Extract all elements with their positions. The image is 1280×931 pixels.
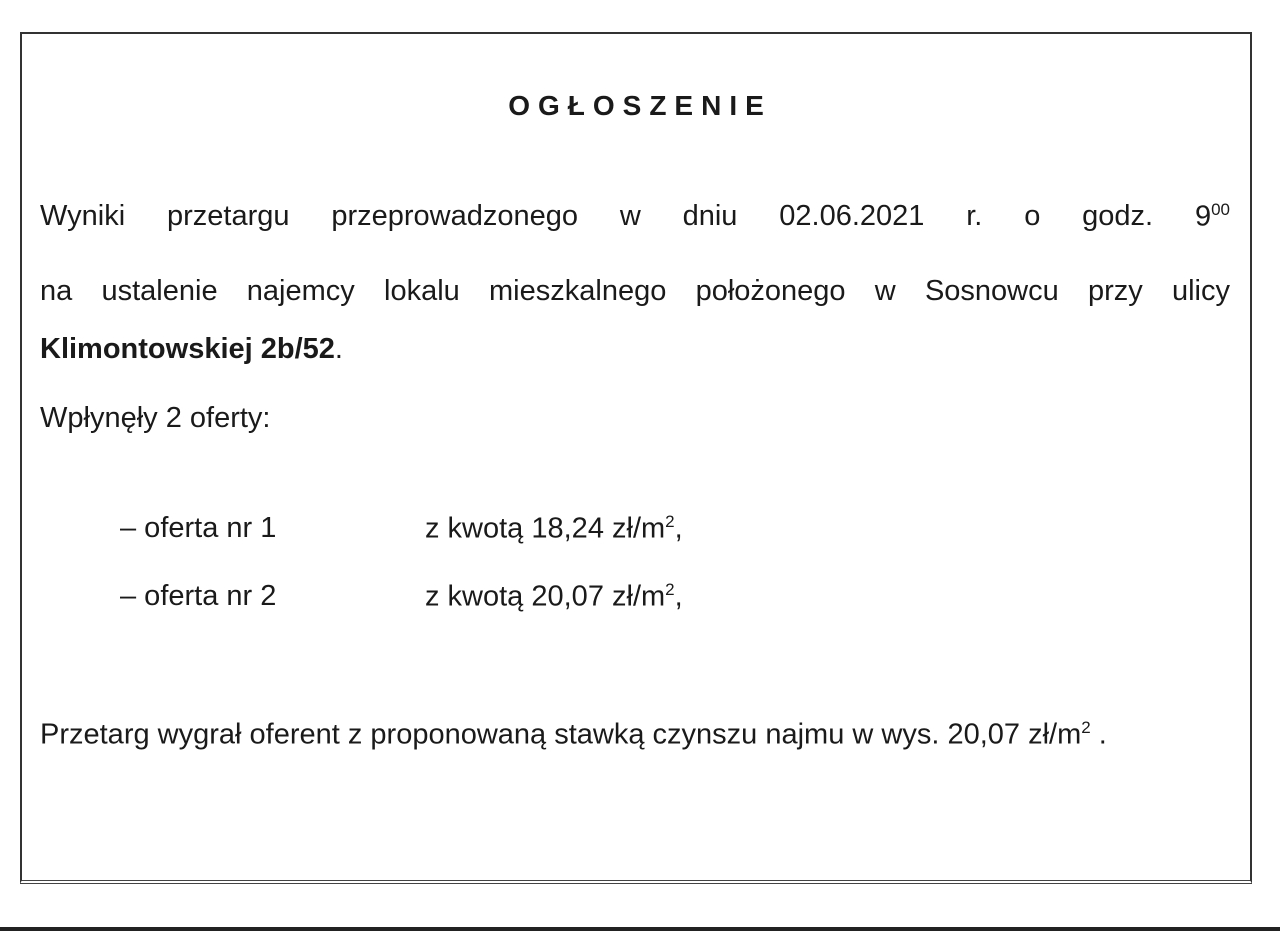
superscript: 2 bbox=[665, 580, 675, 599]
word: lokalu bbox=[384, 275, 460, 307]
word: przeprowadzonego bbox=[331, 200, 578, 232]
word: Sosnowcu bbox=[924, 275, 1059, 307]
offer-2-amount bbox=[425, 580, 683, 614]
page-edge-line bbox=[0, 927, 1280, 931]
paragraph-line-3 bbox=[40, 333, 343, 366]
hour: 9 bbox=[1194, 200, 1212, 233]
word: położonego bbox=[695, 275, 846, 307]
word: najemcy bbox=[246, 275, 355, 307]
amount-text: z kwotą 18,24 zł/m bbox=[425, 512, 666, 545]
amount-text: z kwotą 20,07 zł/m bbox=[425, 580, 666, 613]
word: o bbox=[1024, 200, 1041, 232]
word: Wyniki bbox=[40, 200, 126, 232]
paragraph-line-1 bbox=[40, 200, 1230, 234]
result-statement bbox=[40, 718, 1107, 752]
offer-1-label: – oferta nr 1 bbox=[120, 512, 277, 544]
paragraph-line-2 bbox=[40, 275, 1230, 308]
period: . bbox=[334, 333, 343, 365]
word: dniu bbox=[682, 200, 738, 232]
period: . bbox=[1090, 718, 1107, 751]
minutes: 00 bbox=[1211, 200, 1230, 219]
date: 02.06.2021 bbox=[779, 200, 925, 232]
offers-intro: Wpłynęły 2 oferty: bbox=[40, 402, 271, 434]
offer-2-label: – oferta nr 2 bbox=[120, 580, 277, 612]
word: r. bbox=[966, 200, 983, 232]
word: w bbox=[874, 275, 896, 307]
comma: , bbox=[674, 580, 683, 613]
word: godz. bbox=[1082, 200, 1154, 232]
offer-1-amount bbox=[425, 512, 683, 546]
word: ulicy bbox=[1171, 275, 1230, 307]
time bbox=[1195, 200, 1230, 234]
word: przy bbox=[1087, 275, 1143, 307]
comma: , bbox=[674, 512, 683, 545]
word: ustalenie bbox=[101, 275, 218, 307]
word: mieszkalnego bbox=[489, 275, 667, 307]
document-border bbox=[20, 32, 1252, 884]
address: Klimontowskiej 2b/52 bbox=[40, 333, 335, 365]
result-text: Przetarg wygrał oferent z proponowaną stawką czynszu najmu w wys. 20,07 zł/m bbox=[40, 718, 1082, 751]
superscript: 2 bbox=[1081, 718, 1091, 737]
word: przetargu bbox=[166, 200, 290, 232]
superscript: 2 bbox=[665, 512, 675, 531]
document-title: OGŁOSZENIE bbox=[508, 90, 772, 121]
word: w bbox=[619, 200, 641, 232]
word: na bbox=[40, 275, 73, 307]
